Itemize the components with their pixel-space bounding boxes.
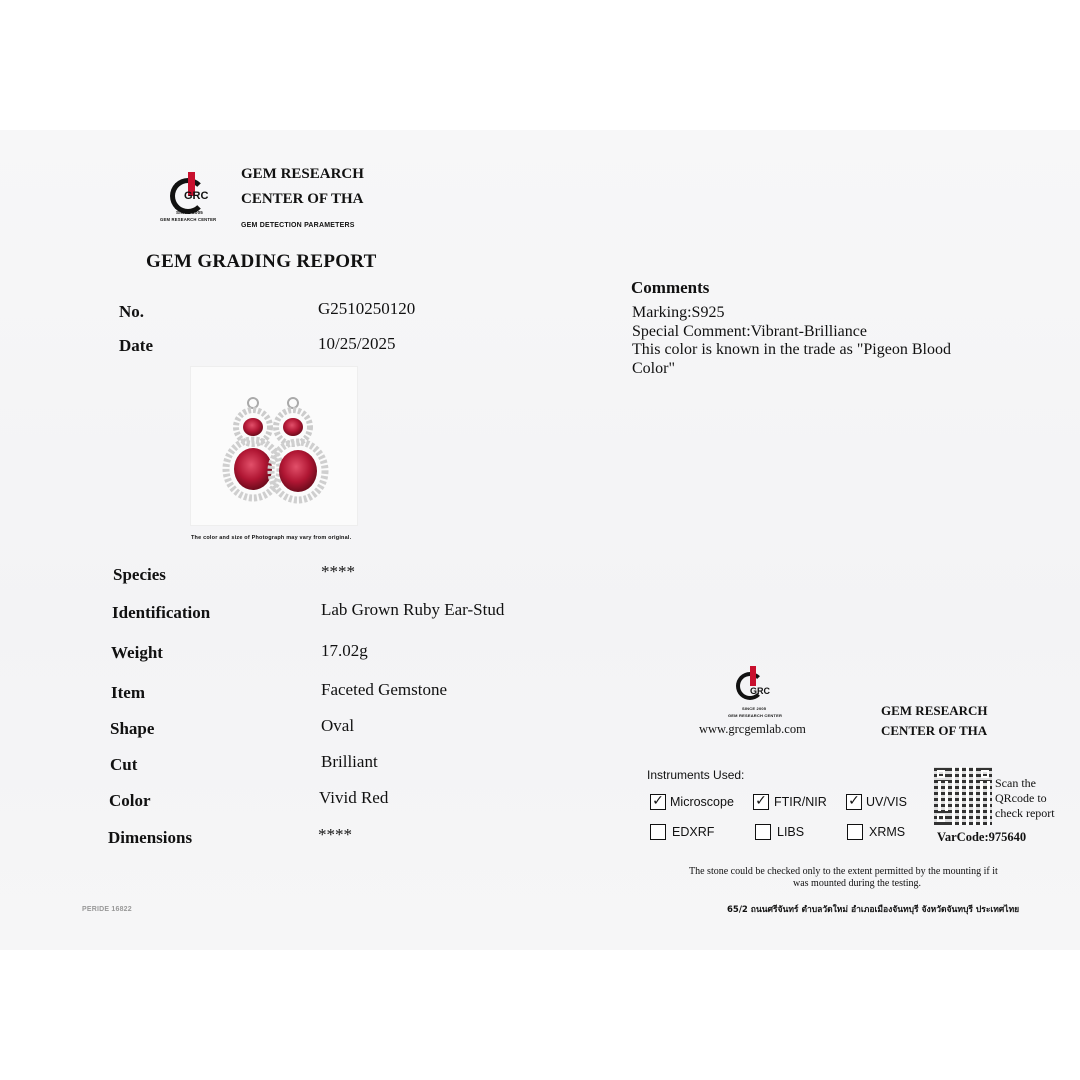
comments-trade-line1: This color is known in the trade as "Pigeon Blood bbox=[632, 341, 951, 358]
xrms-label: XRMS bbox=[869, 825, 906, 839]
qr-scan-line1: Scan the bbox=[995, 776, 1036, 790]
footer-serial: PERIDE 16822 bbox=[82, 906, 132, 913]
color-value: Vivid Red bbox=[319, 788, 389, 807]
species-label: Species bbox=[113, 565, 166, 584]
report-date-value: 10/25/2025 bbox=[318, 334, 396, 353]
grc-logo-icon bbox=[160, 170, 236, 232]
qr-code-icon[interactable] bbox=[934, 767, 992, 825]
item-value: Faceted Gemstone bbox=[321, 680, 448, 699]
dimensions-value: **** bbox=[318, 825, 352, 844]
logo-small-text: GRC bbox=[750, 686, 770, 696]
species-value: **** bbox=[321, 562, 355, 581]
uvvis-label: UV/VIS bbox=[866, 795, 907, 809]
website-link[interactable]: www.grcgemlab.com bbox=[699, 722, 806, 736]
bottom-org-line1: GEM RESEARCH bbox=[881, 703, 988, 718]
xrms-checkbox bbox=[847, 824, 863, 840]
photo-caption: The color and size of Photograph may vary from original. bbox=[191, 535, 352, 541]
qr-scan-line3: check report bbox=[995, 806, 1055, 820]
logo-small-tagline: GEM RESEARCH CENTER bbox=[728, 713, 783, 718]
edxrf-label: EDXRF bbox=[672, 825, 715, 839]
identification-value: Lab Grown Ruby Ear-Stud bbox=[321, 600, 505, 619]
logo-since: SINCE 2005 bbox=[176, 210, 204, 215]
dimensions-label: Dimensions bbox=[108, 828, 193, 847]
libs-label: LIBS bbox=[777, 825, 805, 839]
product-photo bbox=[190, 366, 358, 526]
disclaimer-line2: was mounted during the testing. bbox=[793, 878, 922, 889]
disclaimer-line1: The stone could be checked only to the extent permitted by the mounting if it bbox=[689, 866, 998, 877]
report-no-label: No. bbox=[119, 302, 145, 321]
item-label: Item bbox=[111, 683, 145, 702]
logo-text: GRC bbox=[184, 190, 209, 202]
edxrf-checkbox bbox=[650, 824, 666, 840]
comments-special: Special Comment:Vibrant-Brilliance bbox=[632, 323, 867, 340]
microscope-checkbox: ✓ bbox=[650, 794, 666, 810]
address: 65/2 ถนนศรีจันทร์ ตำบลวัดใหม่ อำเภอเมืองจันทบุรี จังหวัดจันทบุรี ประเทศไทย bbox=[727, 905, 1020, 915]
report-no-value: G2510250120 bbox=[318, 299, 416, 318]
shape-label: Shape bbox=[110, 719, 155, 738]
report-date-label: Date bbox=[119, 336, 153, 355]
qr-scan-line2: QRcode to bbox=[995, 791, 1047, 805]
comments-title: Comments bbox=[631, 278, 710, 297]
shape-value: Oval bbox=[321, 716, 355, 735]
comments-trade-line2: Color" bbox=[632, 360, 675, 377]
right-earring bbox=[271, 398, 325, 500]
color-label: Color bbox=[109, 791, 151, 810]
org-name-line2: CENTER OF THA bbox=[241, 191, 364, 207]
report-title: GEM GRADING REPORT bbox=[146, 251, 377, 272]
bottom-org-line2: CENTER OF THA bbox=[881, 723, 988, 738]
logo-tagline: GEM RESEARCH CENTER bbox=[160, 217, 217, 222]
microscope-label: Microscope bbox=[670, 795, 734, 809]
ftir-checkbox: ✓ bbox=[753, 794, 769, 810]
varcode: VarCode:975640 bbox=[937, 830, 1027, 844]
logo-small-since: SINCE 2005 bbox=[742, 706, 767, 711]
org-subtitle: GEM DETECTION PARAMETERS bbox=[241, 222, 355, 229]
comments-marking: Marking:S925 bbox=[632, 304, 725, 321]
earrings-image bbox=[191, 367, 357, 525]
cut-value: Brilliant bbox=[321, 752, 378, 771]
instruments-title: Instruments Used: bbox=[647, 768, 745, 782]
identification-label: Identification bbox=[112, 603, 211, 622]
grc-logo-small-icon bbox=[728, 662, 798, 722]
org-name-line1: GEM RESEARCH bbox=[241, 166, 364, 182]
libs-checkbox bbox=[755, 824, 771, 840]
weight-value: 17.02g bbox=[321, 641, 368, 660]
uvvis-checkbox: ✓ bbox=[846, 794, 862, 810]
cut-label: Cut bbox=[110, 755, 138, 774]
ftir-label: FTIR/NIR bbox=[774, 795, 827, 809]
weight-label: Weight bbox=[111, 643, 163, 662]
